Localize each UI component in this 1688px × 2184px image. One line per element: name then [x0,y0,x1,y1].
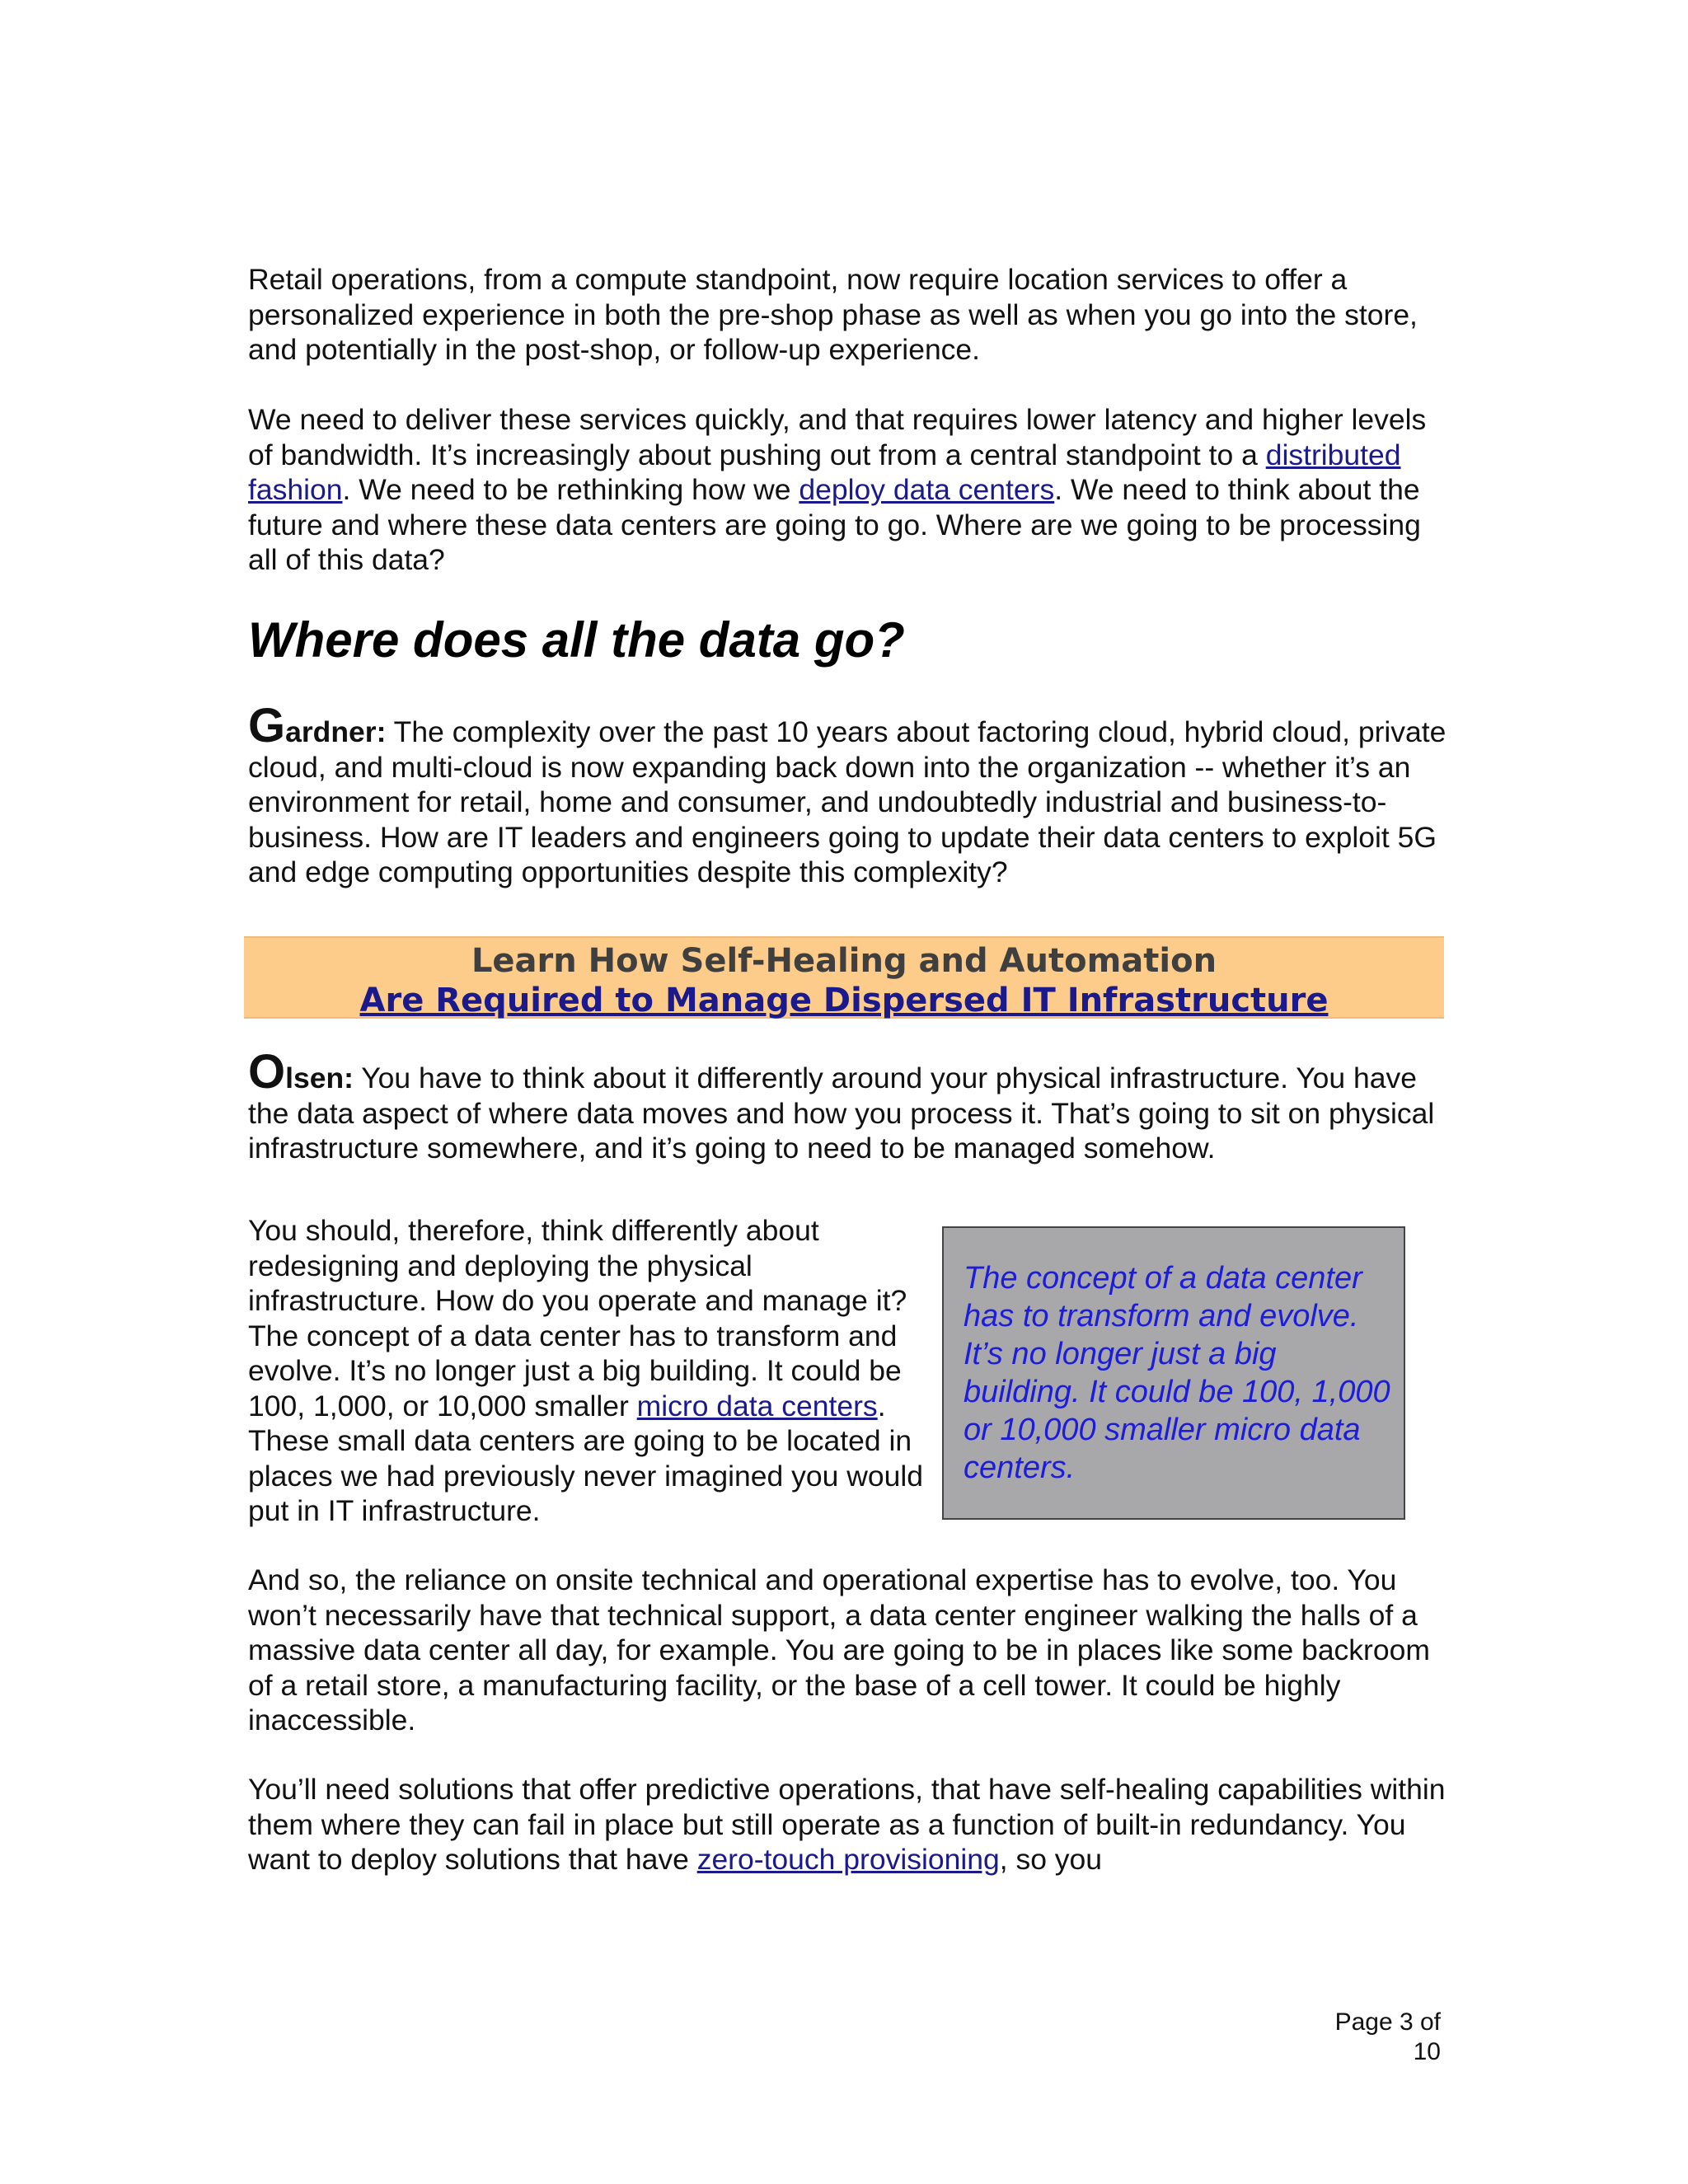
paragraph-gardner-question [248,699,1451,890]
pull-quote-box [942,1226,1405,1520]
promo-banner[interactable] [244,936,1444,1019]
page-number: Page 3 of 10 [1334,2008,1441,2065]
pull-quote-text: The concept of a data center has to transform and evolve. It’s no longer just a big building. It could be 100, 1,000 or 10,000 smaller micro data centers. [964,1261,1390,1485]
paragraph-text: . We need to be rethinking how we [342,473,799,506]
paragraph-deliver-services [248,402,1451,578]
deploy-data-centers-link[interactable]: deploy data centers [799,473,1055,506]
paragraph-retail-operations: Retail operations, from a compute standpoint, now require location services to offer a personalized experience in both the pre-shop phase as well as when you go into the store, and potentially in the post-shop, or follow-up experience. [248,263,1418,366]
banner-link[interactable]: Are Required to Manage Dispersed IT Infrastructure [359,982,1329,1019]
banner-title: Learn How Self-Healing and Automation [471,942,1217,980]
paragraph-redesign-infrastructure [248,1213,924,1529]
paragraph-text: . These small data centers are going to be located in places we had previously never imagined you would put in IT infrastructure. [248,1389,923,1527]
paragraph-predictive-operations [248,1772,1451,1877]
paragraph-text: You should, therefore, think differently about redesigning and deploying the physical infrastructure. How do you operate and manage it? The concept of a data center has to transform and evolve. It’s no longer just a big building. It could be 100, 1,000, or 10,000 smaller [248,1214,907,1422]
section-heading: Where does all the data go? [248,612,905,668]
drop-cap: O [248,1045,286,1099]
paragraph-text: The complexity over the past 10 years about factoring cloud, hybrid cloud, private cloud, and multi-cloud is now expanding back down into the organization -- whether it’s an environment for retail, home and consumer, and undoubtedly industrial and business-to-business. How are IT leaders and engineers going to update their data centers to exploit 5G and edge computing opportunities despite this complexity? [248,715,1447,888]
paragraph-olsen-answer [248,1045,1460,1166]
paragraph-text: You have to think about it differently around your physical infrastructure. You have the data aspect of where data moves and how you process it. That’s going to sit on physical infrastructure somewhere, and it’s going to need to be managed somehow. [248,1062,1435,1165]
distributed-fashion-link[interactable]: distributed fashion [248,438,1401,506]
drop-cap: G [248,699,286,752]
paragraph-text: You’ll need solutions that offer predictive operations, that have self-healing capabilities within them where they can fail in place but still operate as a function of built-in redundancy. You want to deploy solutions that have [248,1773,1446,1876]
speaker-name: lsen: [285,1062,354,1094]
zero-touch-provisioning-link[interactable]: zero-touch provisioning [696,1843,1000,1876]
paragraph-onsite-expertise: And so, the reliance on onsite technical and operational expertise has to evolve, too. You won’t necessarily have that technical support, a data center engineer walking the halls of a massive data center all day, for example. You are going to be in places like some backroom of a retail store, a manufacturing facility, or the base of a cell tower. It could be highly inaccessible. [248,1563,1430,1736]
paragraph-text: , so you [999,1843,1103,1876]
micro-data-centers-link[interactable]: micro data centers [636,1389,878,1422]
paragraph-text: . We need to think about the future and where these data centers are going to go. Where are we going to be processing all of this data? [248,473,1421,576]
paragraph-text: We need to deliver these services quickly, and that requires lower latency and higher levels of bandwidth. It’s increasingly about pushing out from a central standpoint to a [248,403,1427,471]
speaker-name: ardner: [285,715,387,748]
